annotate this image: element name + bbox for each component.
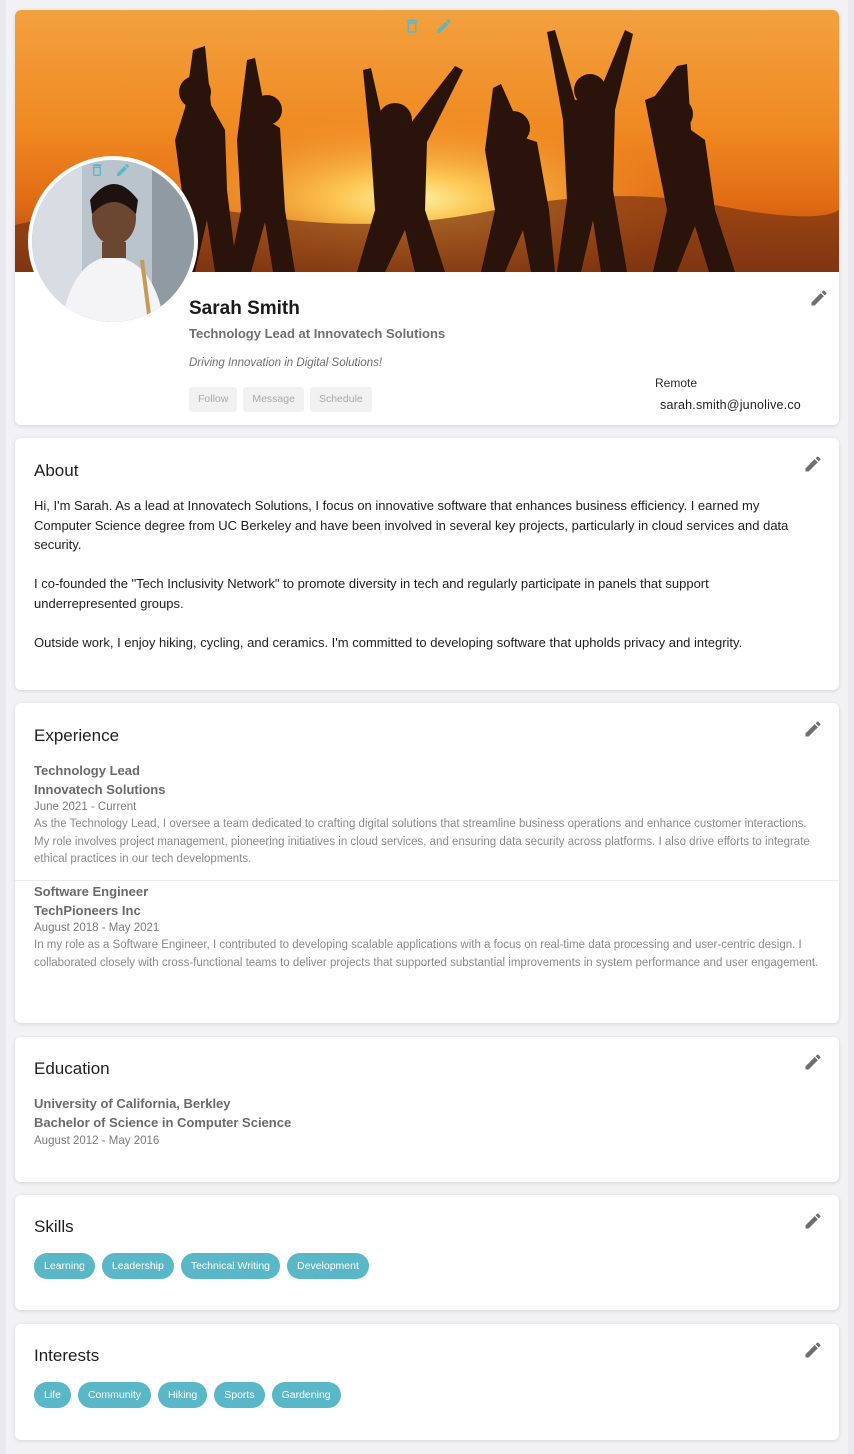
education-school: University of California, Berkley <box>34 1096 231 1111</box>
experience-role: Software Engineer <box>34 884 149 899</box>
pencil-icon <box>803 1052 823 1072</box>
edit-skills-button[interactable] <box>803 1211 823 1231</box>
pencil-icon[interactable] <box>435 17 453 35</box>
profile-email[interactable]: sarah.smith@junolive.co <box>660 398 801 412</box>
experience-dates: June 2021 - Current <box>34 801 137 813</box>
experience-item <box>15 882 839 972</box>
pencil-icon <box>803 719 823 739</box>
education-item <box>34 1094 291 1151</box>
interest-chip[interactable]: Sports <box>214 1382 264 1408</box>
experience-company: TechPioneers Inc <box>34 903 141 918</box>
experience-description: As the Technology Lead, I oversee a team dedicated to crafting digital solutions that streamline business operations and enhance customer interactions. My role involves project management, pioneering initiatives in cloud services, and ensuring data security across platforms. I also drive efforts to integrate ethical practices in our tech developments. <box>34 818 810 865</box>
experience-card <box>15 703 839 1023</box>
edit-profile-button[interactable] <box>809 288 829 308</box>
edit-education-button[interactable] <box>803 1052 823 1072</box>
skills-card <box>15 1195 839 1310</box>
avatar[interactable] <box>28 156 198 326</box>
interests-title: Interests <box>34 1346 100 1365</box>
education-title: Education <box>34 1059 110 1078</box>
education-card <box>15 1037 839 1182</box>
about-card <box>15 438 839 690</box>
pencil-icon <box>803 1211 823 1231</box>
skills-list <box>34 1253 369 1279</box>
experience-item <box>15 761 839 869</box>
divider <box>15 880 839 881</box>
pencil-icon <box>803 454 823 474</box>
profile-tagline: Driving Innovation in Digital Solutions! <box>189 357 383 369</box>
message-button[interactable]: Message <box>243 387 304 412</box>
interest-chip[interactable]: Hiking <box>158 1382 207 1408</box>
about-paragraph: Outside work, I enjoy hiking, cycling, and ceramics. I'm committed to developing software that upholds privacy and integrity. <box>34 634 743 650</box>
skill-chip[interactable]: Leadership <box>102 1253 174 1279</box>
experience-description: In my role as a Software Engineer, I contributed to developing scalable applications with a focus on real-time data processing and user-centric design. I collaborated closely with cross-functional teams to deliver projects that supported substantial improvements in system performance and user engagement. <box>34 939 819 969</box>
skill-chip[interactable]: Development <box>287 1253 369 1279</box>
interest-chip[interactable]: Life <box>34 1382 71 1408</box>
avatar-photo <box>32 160 194 322</box>
interest-chip[interactable]: Community <box>78 1382 151 1408</box>
follow-button[interactable]: Follow <box>189 387 237 412</box>
pencil-icon <box>803 1340 823 1360</box>
experience-role: Technology Lead <box>34 763 140 778</box>
schedule-button[interactable]: Schedule <box>310 387 372 412</box>
edit-experience-button[interactable] <box>803 719 823 739</box>
experience-company: Innovatech Solutions <box>34 782 166 797</box>
experience-dates: August 2018 - May 2021 <box>34 922 160 934</box>
profile-card <box>15 10 839 425</box>
interests-list <box>34 1382 341 1408</box>
interest-chip[interactable]: Gardening <box>272 1382 341 1408</box>
trash-icon[interactable] <box>403 17 421 35</box>
skill-chip[interactable]: Learning <box>34 1253 95 1279</box>
education-dates: August 2012 - May 2016 <box>34 1135 160 1147</box>
about-paragraph: I co-founded the "Tech Inclusivity Network" to promote diversity in tech and regularly participate in panels that support underrepresented groups. <box>34 576 709 611</box>
experience-title: Experience <box>34 726 120 745</box>
education-degree: Bachelor of Science in Computer Science <box>34 1115 292 1130</box>
interests-card <box>15 1324 839 1440</box>
pencil-icon <box>809 288 829 308</box>
skills-title: Skills <box>34 1217 74 1236</box>
profile-actions <box>189 387 372 412</box>
about-title: About <box>34 461 79 480</box>
pencil-icon[interactable] <box>115 162 131 178</box>
edit-interests-button[interactable] <box>803 1340 823 1360</box>
trash-icon[interactable] <box>89 162 105 178</box>
profile-name: Sarah Smith <box>189 298 300 319</box>
edit-about-button[interactable] <box>803 454 823 474</box>
about-paragraph: Hi, I'm Sarah. As a lead at Innovatech Solutions, I focus on innovative software that enhances business efficiency. I earned my Computer Science degree from UC Berkeley and have been involved in several key projects, particularly in cloud services and data security. <box>34 498 789 552</box>
profile-location: Remote <box>655 376 698 390</box>
about-text <box>34 496 814 672</box>
skill-chip[interactable]: Technical Writing <box>181 1253 280 1279</box>
profile-headline: Technology Lead at Innovatech Solutions <box>189 326 446 341</box>
